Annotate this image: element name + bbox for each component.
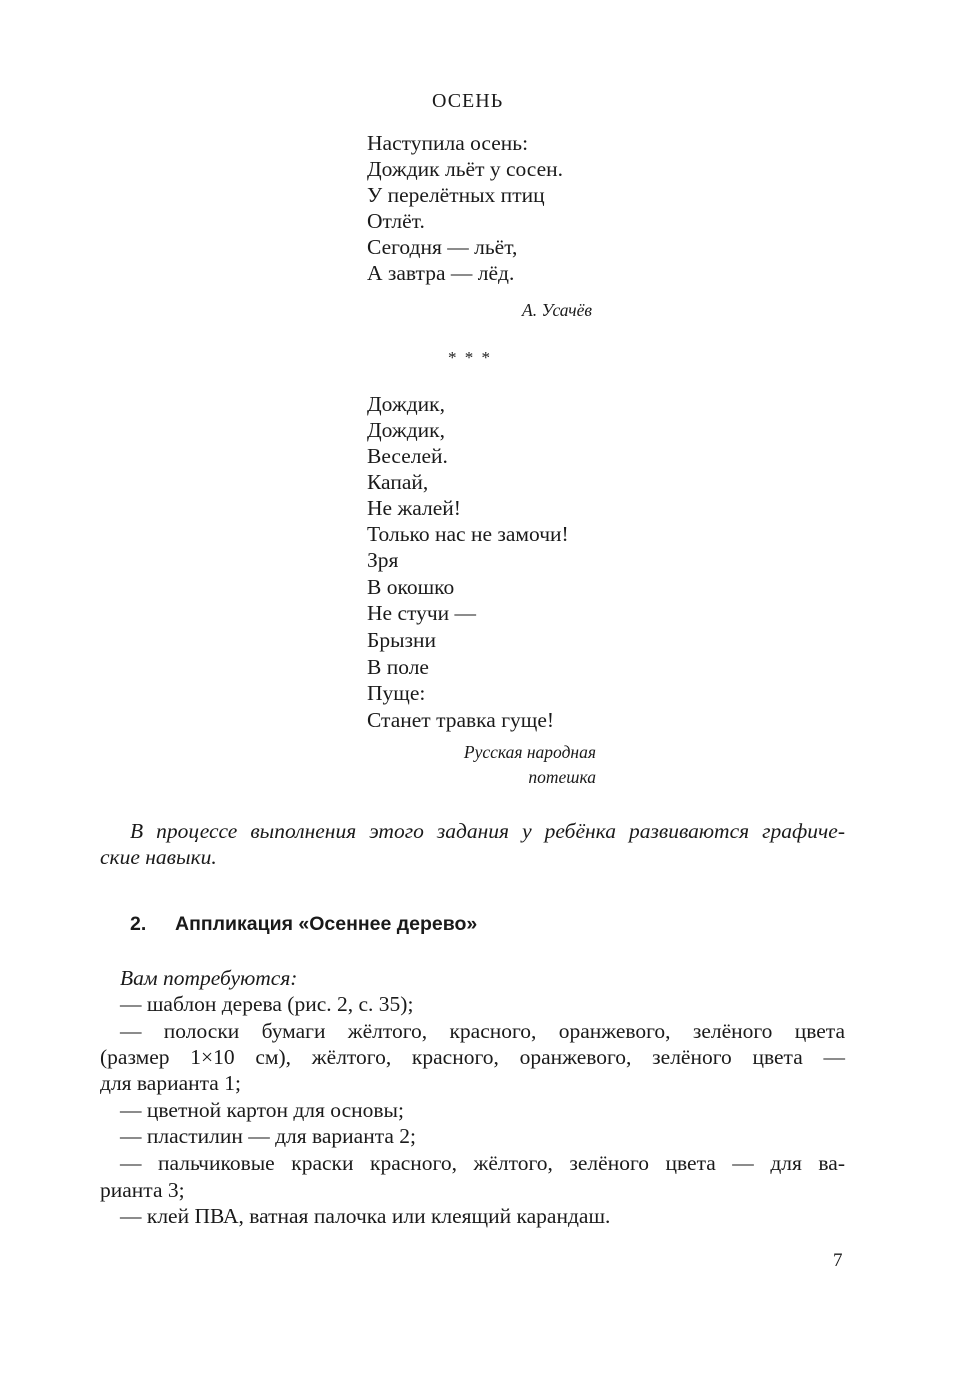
poem-line: Наступила осень: <box>367 131 529 155</box>
materials-item: — полоски бумаги жёлтого, красного, оранжевого, зелёного цвета <box>120 1019 845 1043</box>
poem-line: Не стучи — <box>367 601 477 625</box>
materials-item: — клей ПВА, ватная палочка или клеящий карандаш. <box>120 1204 611 1228</box>
poem-line: Дождик льёт у сосен. <box>367 157 564 181</box>
task-note: В процессе выполнения этого задания у ребёнка развиваются графиче- <box>130 819 845 843</box>
materials-item: — шаблон дерева (рис. 2, с. 35); <box>120 992 414 1016</box>
materials-intro: Вам потребуются: <box>120 966 298 990</box>
poem-line: Только нас не замочи! <box>367 522 569 546</box>
poem-line: Пуще: <box>367 681 426 705</box>
section-number: 2. <box>130 913 147 935</box>
poem-line: Зря <box>367 548 399 572</box>
poem-line: А завтра — лёд. <box>367 261 515 285</box>
poem-line: Капай, <box>367 470 429 494</box>
poem-line: Дождик, <box>367 392 446 416</box>
section-separator: * * * <box>448 348 492 367</box>
materials-item: — пластилин — для варианта 2; <box>120 1124 417 1148</box>
poem-line: Не жалей! <box>367 496 461 520</box>
poem-source: Русская народная <box>463 742 596 762</box>
poem-line: В окошко <box>367 575 455 599</box>
page-number: 7 <box>833 1250 843 1271</box>
poem-author: А. Усачёв <box>522 300 592 320</box>
materials-item: для варианта 1; <box>100 1071 241 1095</box>
poem-line: В поле <box>367 655 429 679</box>
poem-line: Брызни <box>367 628 437 652</box>
task-note: ские навыки. <box>100 845 217 869</box>
poem-line: Отлёт. <box>367 209 425 233</box>
poem-line: Станет травка гуще! <box>367 708 555 732</box>
materials-item: — цветной картон для основы; <box>120 1098 404 1122</box>
materials-item: — пальчиковые краски красного, жёлтого, зелёного цвета — для ва- <box>120 1151 845 1175</box>
materials-item: рианта 3; <box>100 1178 185 1202</box>
poem-line: У перелётных птиц <box>367 183 545 207</box>
poem-line: Дождик, <box>367 418 446 442</box>
section-title: Аппликация «Осеннее дерево» <box>175 913 478 935</box>
materials-item: (размер 1×10 см), жёлтого, красного, оранжевого, зелёного цвета — <box>100 1045 845 1069</box>
poem-line: Веселей. <box>367 444 448 468</box>
section-heading <box>130 913 477 936</box>
poem-line: Сегодня — льёт, <box>367 235 518 259</box>
poem-source: потешка <box>528 767 596 787</box>
poem-title: ОСЕНЬ <box>432 90 504 112</box>
